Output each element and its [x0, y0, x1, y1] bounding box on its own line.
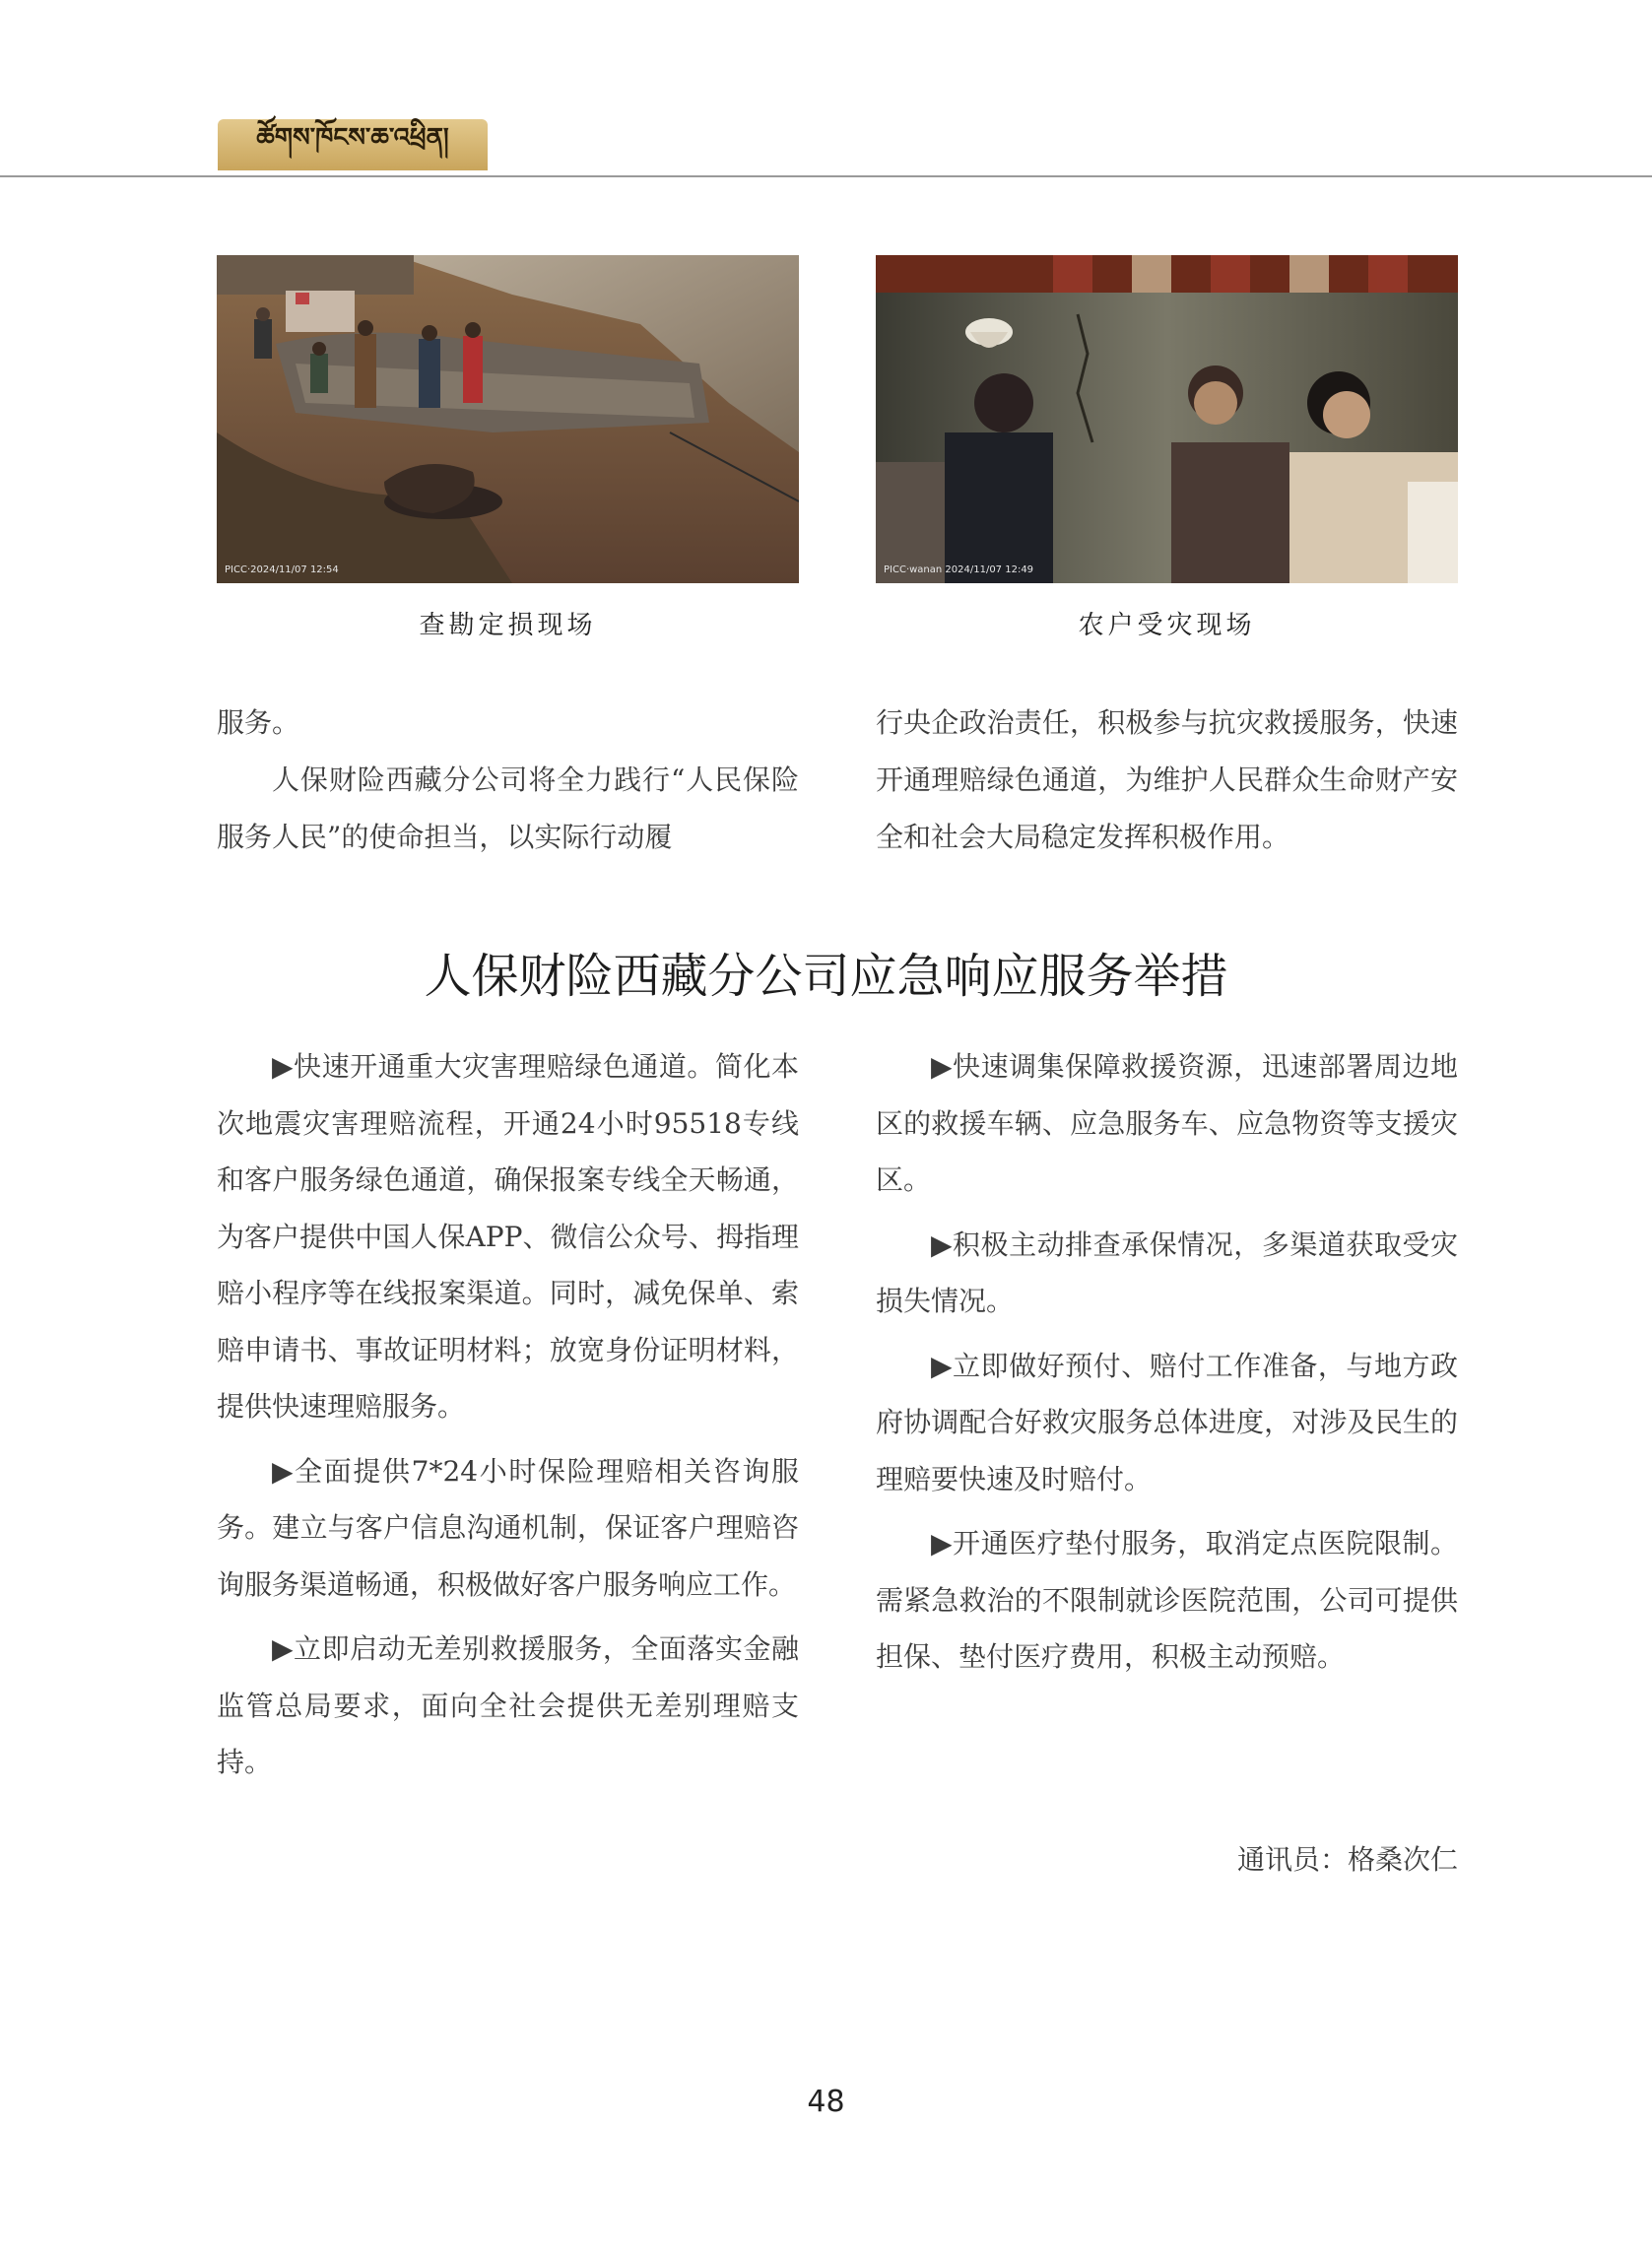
measure-paragraph: ▶快速调集保障救援资源，迅速部署周边地区的救援车辆、应急服务车、应急物资等支援灾区。 [876, 1050, 1458, 1196]
author-credit: 通讯员：格桑次仁 [1236, 1843, 1458, 1876]
header-tab [218, 119, 488, 170]
section-title: 人保财险西藏分公司应急响应服务举措 [424, 949, 1228, 1004]
photo-survey-timestamp: PICC·2024/11/07 12:54 [225, 564, 339, 575]
measure-paragraph: ▶全面提供7*24小时保险理赔相关咨询服务。建立与客户信息沟通机制，保证客户理赔咨询服务渠道畅通，积极做好客户服务响应工作。 [217, 1454, 799, 1601]
caption-farmer: 农户受灾现场 [1078, 611, 1256, 640]
photo-farmer-image [876, 255, 1458, 583]
caption-survey: 查勘定损现场 [419, 611, 597, 640]
measures-column-left [217, 1038, 799, 1799]
page-number: 48 [807, 2085, 845, 2119]
photo-survey-image [217, 255, 799, 583]
intro-column-right [876, 695, 1458, 866]
intro-paragraph: 人保财险西藏分公司将全力践行“人民保险 服务人民”的使命担当，以实际行动履 [217, 763, 799, 853]
measure-paragraph: ▶快速开通重大灾害理赔绿色通道。简化本次地震灾害理赔流程，开通24小时95518专线和客户服务绿色通道，确保报案专线全天畅通，为客户提供中国人保APP、微信公众号、拇指理赔小程序等在线报案渠道。同时，减免保单、索赔申请书、事故证明材料；放宽身份证明材料，提供快速理赔服务。 [217, 1050, 799, 1423]
photo-survey-site [217, 255, 799, 583]
measure-paragraph: ▶立即启动无差别救援服务，全面落实金融监管总局要求，面向全社会提供无差别理赔支持。 [217, 1632, 799, 1778]
measure-paragraph: ▶立即做好预付、赔付工作准备，与地方政府协调配合好救灾服务总体进度，对涉及民生的理赔要快速及时赔付。 [876, 1349, 1458, 1495]
header-tab-label: ཚོགས་ཁོངས་ཆ་འཕྲིན། [256, 122, 449, 153]
measure-paragraph: ▶开通医疗垫付服务，取消定点医院限制。需紧急救治的不限制就诊医院范围，公司可提供担保、垫付医疗费用，积极主动预赔。 [876, 1527, 1458, 1673]
intro-paragraph: 服务。 [217, 706, 300, 739]
photo-farmer-timestamp: PICC·wanan 2024/11/07 12:49 [884, 564, 1034, 575]
intro-column-left [217, 695, 799, 866]
photo-farmer-site [876, 255, 1458, 583]
intro-paragraph: 行央企政治责任，积极参与抗灾救援服务，快速开通理赔绿色通道，为维护人民群众生命财产安全和社会大局稳定发挥积极作用。 [876, 706, 1458, 853]
header-divider [0, 175, 1652, 177]
measures-column-right [876, 1038, 1458, 1693]
measure-paragraph: ▶积极主动排查承保情况，多渠道获取受灾损失情况。 [876, 1228, 1458, 1317]
